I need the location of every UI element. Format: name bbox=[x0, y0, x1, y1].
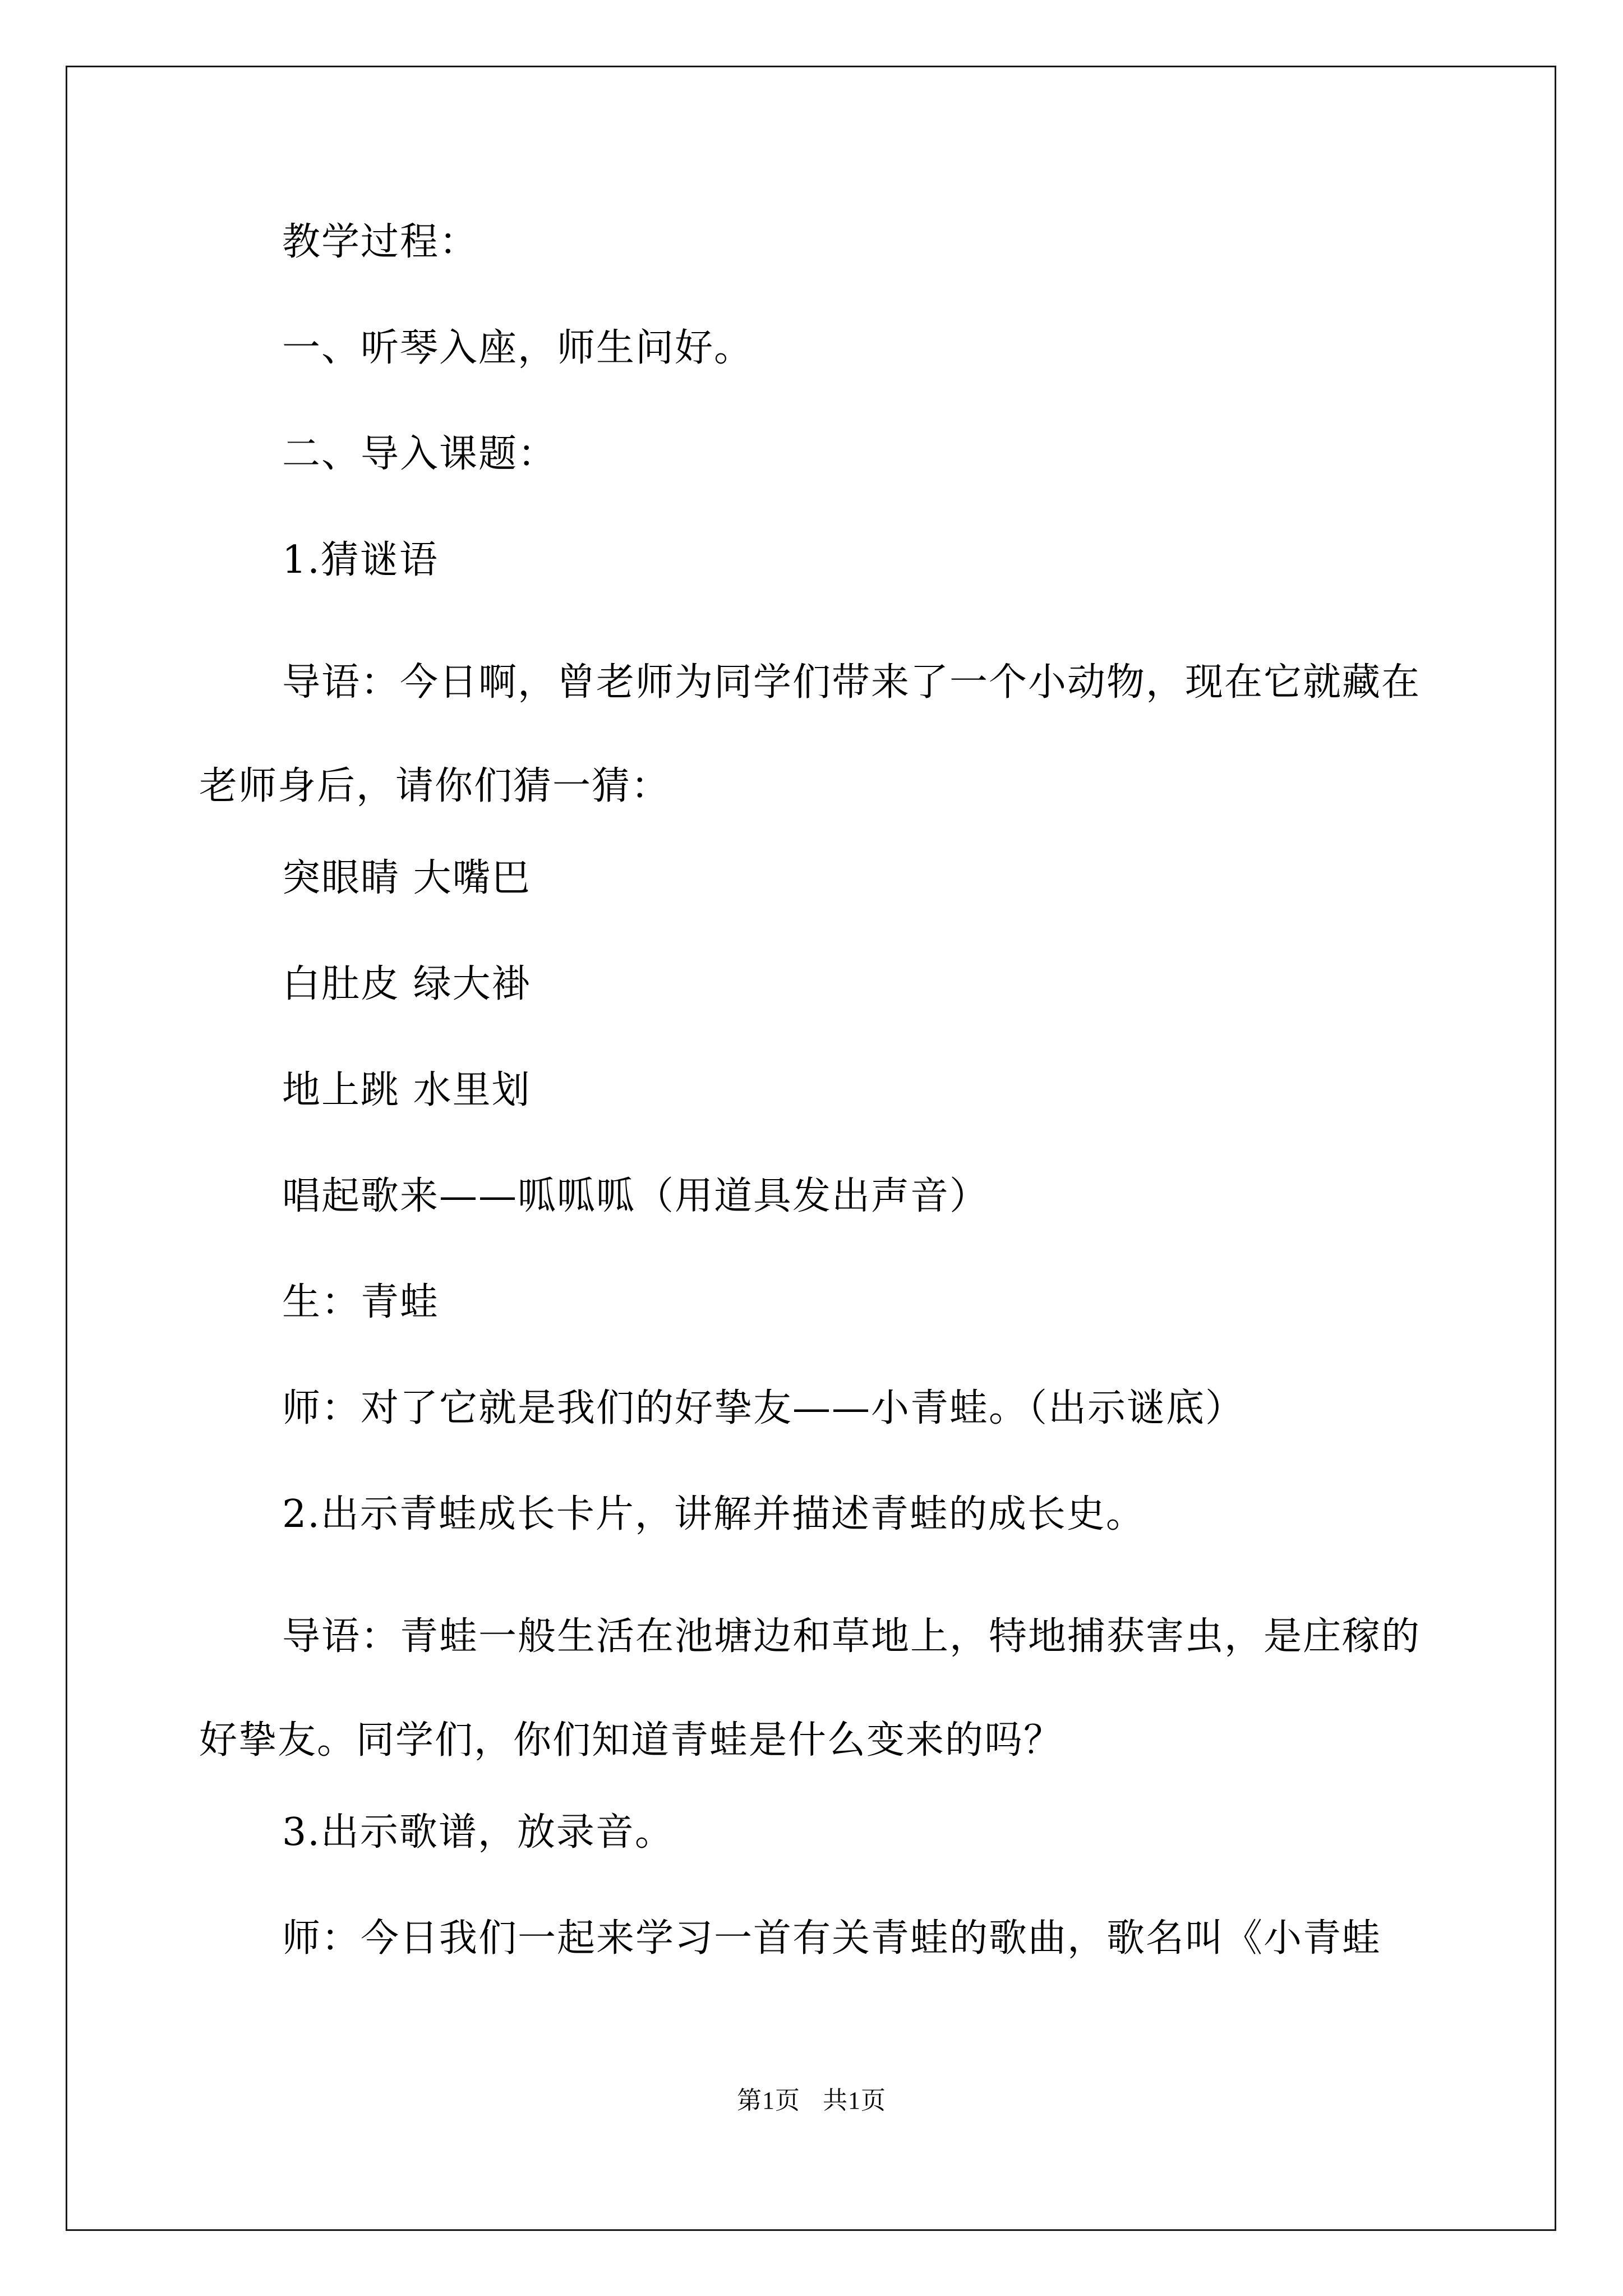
paragraph-teacher-song: 师：今日我们一起来学习一首有关青蛙的歌曲，歌名叫《小青蛙 bbox=[282, 1916, 1382, 1961]
paragraph-growth-cards: 2.出示青蛙成长卡片，讲解并描述青蛙的成长史。 bbox=[282, 1492, 1145, 1536]
page-number: 第1页 bbox=[737, 2087, 800, 2114]
paragraph-teacher-reveal: 师：对了它就是我们的好挚友——小青蛙。（出示谜底） bbox=[282, 1386, 1245, 1430]
paragraph-riddle-guide: 导语：今日啊，曾老师为同学们带来了一个小动物，现在它就藏在老师身后，请你们猜一猜： bbox=[199, 660, 1421, 808]
paragraph-riddle-line-2: 白肚皮 绿大褂 bbox=[282, 962, 531, 1006]
paragraph-riddle-line-4: 唱起歌来——呱呱呱（用道具发出声音） bbox=[282, 1174, 989, 1218]
paragraph-riddle-line-3: 地上跳 水里划 bbox=[282, 1068, 531, 1112]
paragraph-frog-guide: 导语：青蛙一般生活在池塘边和草地上，特地捕获害虫，是庄稼的好挚友。同学们，你们知道青蛙是什么变来的吗？ bbox=[199, 1614, 1421, 1763]
paragraph-song-sheet: 3.出示歌谱，放录音。 bbox=[282, 1810, 674, 1855]
paragraph-riddle-title: 1.猜谜语 bbox=[282, 538, 439, 582]
paragraph-student-answer: 生：青蛙 bbox=[282, 1280, 440, 1324]
page-border bbox=[66, 66, 1556, 2231]
paragraph-greeting: 一、听琴入座，师生问好。 bbox=[282, 326, 754, 370]
paragraph-intro-topic: 二、导入课题： bbox=[282, 432, 557, 476]
paragraph-riddle-line-1: 突眼睛 大嘴巴 bbox=[282, 856, 531, 900]
page-total: 共1页 bbox=[823, 2087, 886, 2114]
paragraph-heading-process: 教学过程： bbox=[282, 220, 479, 264]
page-footer bbox=[0, 2085, 1623, 2116]
